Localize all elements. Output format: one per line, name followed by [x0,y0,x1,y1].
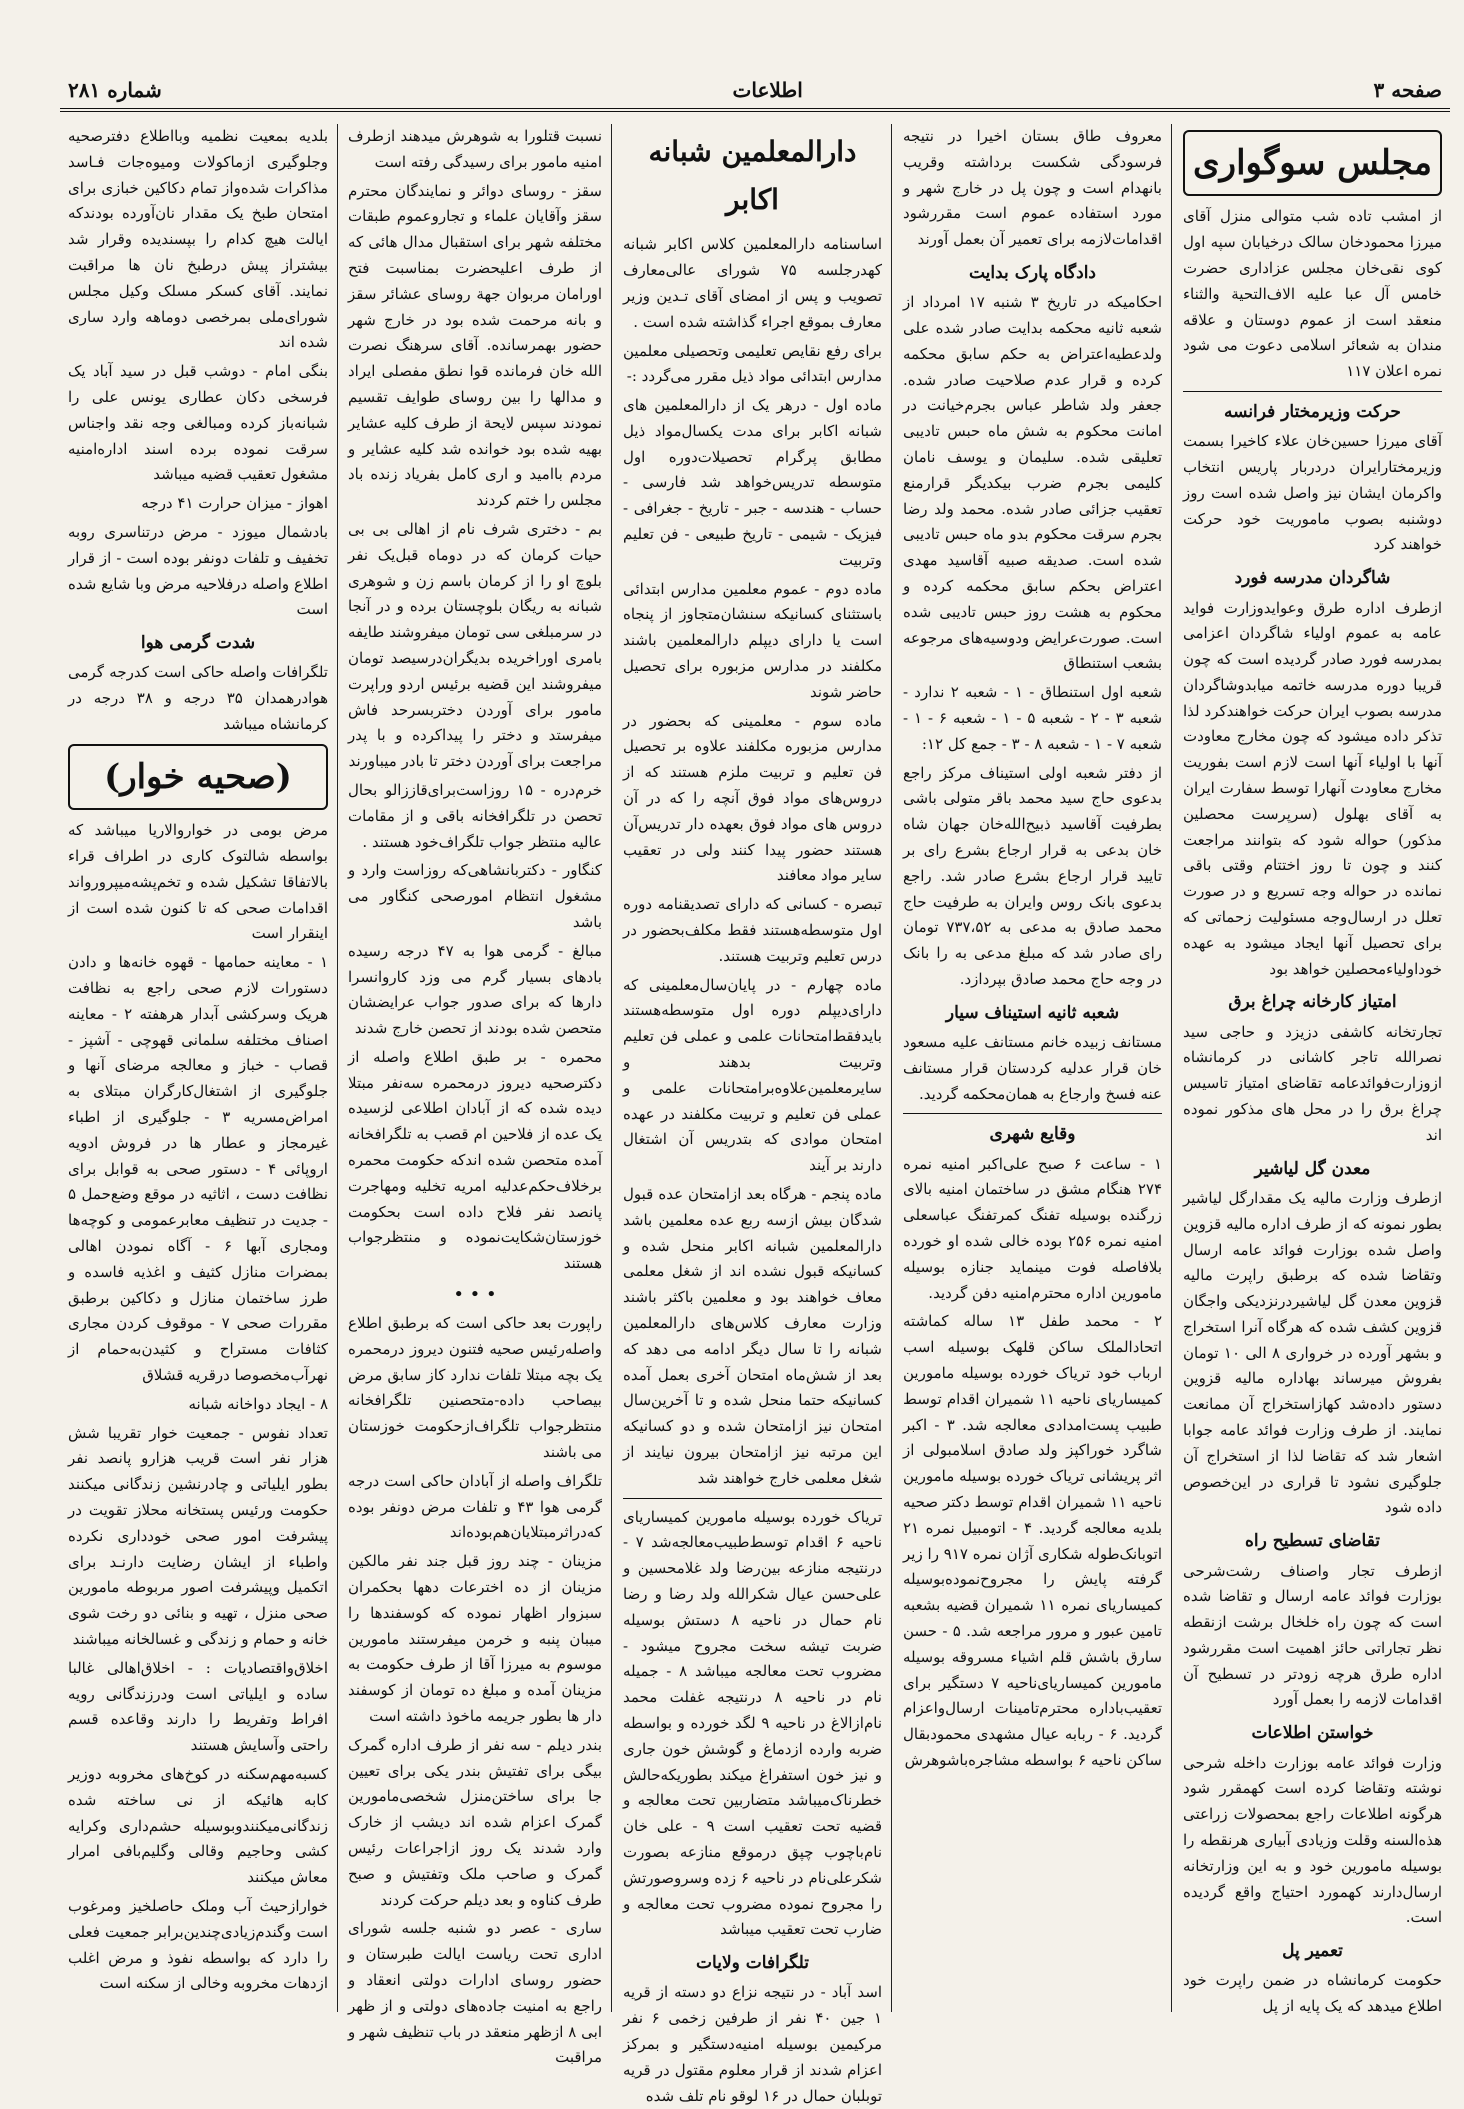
article-text: بلدیه بمعیت نظمیه وبا‌اطلاع دفترصحیه وجلوگیری ازماکولات ومیوه‌جات فـاسد مذاکرات شده‌واز تمام دکاکین خبازی برای امتحان طبخ یک مقدار نان‌آورده بودندکه ایالت هیچ کدام را بپسندیده وقرار شد بیشتراز پیش درطبخ نان ها مراقبت نمایند. آقای کسکر مسلک وکیل مجلس شورای‌ملی بمرخصی دوماهه وارد ساری شده اند [68,127,328,352]
article-text: تریاک خورده بوسیله مامورین کمیساریای ناحیه ۶ اقدام توسط‌طبیب‌معالجه‌شد ۷ - درنتیجه منازعه بین‌رضا ولد غلامحسین و علی‌حسن عیال شکرالله ولد رضا و رضا نام حمال در ناحیه ۸ دستش بوسیله ضربت تیشه سخت مجروح میشود - مضروب تحت معالجه میباشد ۸ - جمیله نام در ناحیه ۸ درنتیجه غفلت محمد نام‌ازالاغ در ناحیه ۹ لگد خورده و بواسطه ضربه وارده ازدماغ و گوشش خون جاری و نیز خون استفراغ میکند بطوریکه‌حالش خطرناک‌میباشد متضاربین تحت معالجه و قضیه تحت تعقیب است ۹ - علی خان نام‌باچوب چپق درموقع منازعه بصورت شکرعلی‌نام در ناحیه ۶ زده وسروصورتش را مجروح نموده مضروب تحت معالجه و ضارب تحت تعقیب میباشد [623,1507,882,1939]
subhead: دادگاه پارک بدایت [968,262,1097,283]
page-label: صفحه ۳ [1373,78,1442,102]
issue-label: شماره ۲۸۱ [68,78,162,102]
divider [903,1113,1162,1114]
article-text: بندر دیلم - سه نفر از طرف اداره گمرک بیگی برای تفتیش بندر یکی برای تعیین جا برای ساختن‌منزل شخصی‌مامورین گمرک اعزام شده اند دیشب از خارک وارد شدند یک روز ازاجراعات رئیس گمرک و صاحب ملک وتفتیش و صبح طرف کناوه و بعد دیلم حرکت کردند [348,1735,602,1909]
article-text: نسبت قتلورا به شوهرش میدهند ازطرف امنیه مامور برای رسیدگی رفته است [348,127,602,171]
article-text: کنگاور - دکتربانشاهی‌که روزاست وارد و مشغول انتظام امورصحی کنگاور می باشد [348,861,602,931]
article-text: ماده پنجم - هرگاه بعد ازامتحان عده قبول شدگان بیش ازسه ربع عده معلمین باشد دارالمعلمین شبانه اکابر منحل شده و کسانیکه قبول نشده اند از شغل معلمی معاف خواهند بود و معلمین باکثر باشند وزارت معارف کلاس‌های دارالمعلمین شبانه را تا سال دیگر ادامه می دهد که بعد از شش‌ماه امتحان آخری بعمل آمده کسانیکه حتما منحل شده و تا آخرین‌سال امتحان نیز ازامتحان شده و دو کسانیکه این مرتبه نیز ازامتحان بیرون نیایند از شغل معلمی خارج خواهند شد [623,1185,882,1487]
masthead [60,72,1450,112]
article-text: بم - دختری شرف نام از اهالی بی بی حیات کرمان که در دوماه قبل‌یک نفر بلوچ او را از کرمان باسم زن و شوهری شبانه به ریگان بلوچستان برده و در آنجا در سرمبلغی سی تومان میفروشند طایفه بامری اورا‌خریده بدیگران‌درسیصد تومان میفروشند این قضیه برئیس اردو وراپرت مامور برای آوردن دختر‌بسرحد فاش میفرستد و دختر را پیداکرده و با پدر مراجعت برای آوردن دختر تا بادر میباورند [348,519,602,771]
ornament: • • • [453,1284,497,1306]
article-text: ۱ - ساعت ۶ صبح علی‌اکبر امنیه نمره ۲۷۴ هنگام مشق در ساختمان امنیه بالای زرگنده بوسیله تفنگ کمرتفنگ عباسعلی امنیه نمره ۲۵۶ بوده خالی شده او خورده بلافاصله فوت مینماید جنازه بوسیله مامورین اداره محترم‌امنیه دفن گردید. [903,1154,1163,1302]
article-text: ۸ - ایجاد دواخانه شبانه [188,1394,328,1413]
article-text: ماده چهارم - در پایان‌سال‌معلمینی که دارای‌دیپلم دوره اول متوسطه‌هستند بایدفقط‌امتحانات علمی و عملی فن تعلیم وتربیت بدهند و سایرمعلمین‌علاوه‌برامتحانات علمی و عملی فن تعلیم و تربیت مکلفند در عهده امتحان موادی که بتدریس آن اشتغال دارند بر آیند [623,975,882,1175]
article-text: تجارتخانه کاشفی دزیزد و حاجی سید نصرالله تاجر کاشانی در کرمانشاه ازوزارت‌فوائدعامه تقاضای امتیاز تاسیس چراغ برق را در محل های مذکور نموده اند [1183,1022,1442,1144]
article-text: تعداد نفوس - جمعیت خوار تقریبا شش هزار نفر است قریب هزارو پانصد نفر بطور ایلیاتی و چادرنشین زندگانی میکنند حکومت ورئیس پستخانه‌ محلاز تقویت در پیشرفت امور صحی خودداری نکرده واطباء از ایشان رضایت دارنـد برای اتکمیل وپیشرفت اصور مربوطه مامورین صحی منزل ، تهیه و بنائی دو رخت شوی خانه و حمام و زندگی و غسالخانه میباشند [68,1423,328,1648]
column-rule [1171,124,1172,2012]
article-text: برای رفع نقایص تعلیمی وتحصیلی معلمین مدارس ابتدائی مواد ذیل مقرر می‌گردد :- [623,341,882,386]
article-text: ازطرف وزارت مالیه یک مقدارگل لیاشیر بطور نمونه که از طرف اداره مالیه قزوین واصل شده بوزارت فوائد عامه ارسال وتقاضا شده که برطبق راپرت مالیه قزوین معدن گل لیاشیردرنزدیکی واجگان قزوین کشف شده که هرگاه آنرا استخراج و بشهر آورده در خرواری ۸ الی ۱۰ تومان بفروش میرساند بهاداره مالیه قزوین دستور داده‌شد کهازاستخراج آن ممانعت نمایند. از طرف وزارت فوائد عامه جوابا اشعار شد که تقاضا لذا از استخراج آن جلوگیری نشود تا قراری در این‌خصوص داده شود [1183,1188,1442,1517]
column-rule [611,124,612,2012]
article-text: شعبه اول استنطاق - ۱ - شعبه ۲ ندارد - شعبه ۳ - ۲ - شعبه ۵ - ۱ - شعبه ۶ - ۱ - شعبه ۷ - ۱ - شعبه ۸ - ۳ - جمع کل ۱۲: [903,683,1163,753]
article-text: سقز - روسای دوائر و نمایندگان محترم سقز وآقایان علماء و تجاروعموم طبقات مختلفه شهر برای استقبال مدال هائی که از طرف اعلیحضرت بمناسبت فتح اورامان مربوان جهة روسای عشائر سقز و بانه مرحمت شده بود در خارج شهر حضور بهمرسانده. آقای سرهنگ نصرت الله خان فرمانده قوا نطق مفصلی ایراد و مدالها را بین روسای طوایف تقسیم نمودند سپس لایحة از طرف کلیه عشایر بهیه شده بود خوانده شد کلیه عشایر و مردم باامید و اری کامل بفریاد زنده باد مجلس را ختم کردند [348,181,602,510]
article-text: خرم‌دره - ۱۵ روزاست‌برای‌قاززالو بحال تحصن در تلگرافخانه باقی و از مقامات عالیه منتظر جواب تلگراف‌خود هستند . [348,780,602,851]
article-text: اخلاق‌واقتصادیات : - اخلاق‌اهالی غالبا ساده و ایلیاتی است ودرزندگانی رویه افراط وتفریط را دارند وقاعده قسم راحتی وآسایش هستند [68,1658,328,1755]
divider [623,1498,882,1499]
article-text: مزینان - چند روز قبل جند نفر مالکین مزینان از ده اخترعات‌ دهها بحکمران سبزوار اظهار نموده که کوسفند‌ها را میبان پنبه و خرمن میفرستند مامورین موسوم به میرزا آقا از طرف حکومت به مزینان آمده و مبلغ ده تومان از کوسفند دار ها بطور جریمه ماخوذ داشته است [348,1552,602,1725]
subhead: تعمیر پل [1282,1941,1343,1962]
article-text: از امشب تاده شب متوالی منزل آقای میرزا محمودخان سالک درخیابان سپه اول کوی نقی‌خان مجلس عزاداری حضرت خامس آل عبا علیه الاف‌التحیة والثناء منعقد است از عموم دوستان و علاقه مندان به شعائر اسلامی دعوت می شود نمره اعلان ۱۱۷ [1183,207,1442,381]
article-text: اهواز - میزان حرارت ۴۱ درجه [141,494,328,513]
article-text: ساری - عصر دو شنبه جلسه شورای اداری تحت ریاست ایالت طبرستان و حضور روسای ادارات دولتی انعقاد و راجع به امنیت جاده‌های دولتی و از ظهر ابی ۸ ازظهر منعقد در باب تنظیف شهر و مراقبت [348,1919,602,2067]
article-text: وزارت فوائد عامه بوزارت داخله شرحی نوشته وتقاضا کرده است کهمقرر شود هرگونه اطلاعات راجع بمحصولات زراعتی هذه‌السنه وقلت وزیادی آبیاری هرنقطه را بوسیله مامورین خود و به این وزارتخانه ارسال‌دارند کهمورد احتیاج واقع گردیده است. [1183,1753,1442,1927]
subhead: خواستن اطلاعات [1251,1723,1374,1744]
article-text: مرض بومی در خواروالاریا میباشد که بواسطه‌ شالتوک کاری در اطراف قراء بالاتفاقا تشکیل شده و تخم‌پشه‌میپرورواند اقدامات صحی که تا کنون شده است از اینقرار است [68,821,328,943]
newspaper-page [60,72,1450,2105]
article-text: ماده دوم - عموم معلمین مدارس ابتدائی باستثنای کسانیکه سنشان‌متجاوز از پنجاه است یا دارای دیپلم دارالمعلمین باشند مکلفند در مدارس مزبوره برای تحصیل حاضر شوند [623,579,882,701]
column-3 [615,124,890,2105]
column-4 [340,124,610,2067]
article-text: مبالغ - گرمی هوا به ۴۷ درجه رسیده بادهای بسیار گرم می وزد کاروانسرا دارها که برای صدور جواب عرایضشان متحصن شده بودند از تحصن خارج شدند [348,941,602,1038]
article-text: مستانف زبیده خانم مستانف علیه مسعود خان قرار عدلیه کردستان قرار مستانف عنه فسخ وارجاع به همان‌محکمه گردید. [903,1032,1162,1103]
subhead: تقاضای تسطیح راه [1244,1531,1381,1552]
article-text: بنگی امام - دوشب قبل در سید آباد یک فرسخی دکان عطاری یونس علی را شبانه‌باز کرده ومبالغی وجه نقد واجناس سرقت نموده ‌برده اسند اداره‌امنیه مشغول تعقیب قضیه میباشد [68,362,328,484]
subhead: امتیاز کارخانه چراغ برق [1228,992,1397,1013]
mourning-title: مجلس سوگواری [1183,130,1442,196]
headline: دارالمعلمین شبانه اکابر [648,135,857,217]
column-rule [891,124,892,2012]
article-text: ازطرف تجار واصناف رشت‌شرحی بوزارت فوائد عامه ارسال و تقاضا شده است که چون راه خلخال برشت ازنقطه‌ نظر تجاراتی حائز اهمیت است مقررشود اداره طرق هرچه زودتر در تسطیح آن اقدامات لازمه را بعمل آورد [1183,1561,1442,1709]
article-text: ماده اول - درهر یک از دارالمعلمین های شبانه اکابر برای مدت یکسال‌مواد ذیل مطابق پرگرام تحصیلات‌دوره اول متوسطه تدریس‌خواهد شد فارسی - حساب - هندسه - جبر - تاریخ - جغرافی - فیزیک - شیمی - تاریخ طبیعی - فن تعلیم وتربیت [623,396,882,569]
column-2 [895,124,1170,2012]
column-rule [337,124,338,2012]
article-text: ۱ - معاینه حمامها - قهوه خانه‌ها و دادن دستورات لازم صحی راجع به نظافت هریک وسرکشی آبدار هرهفته ۲ - معاینه اصناف مختلفه سلمانی قهوچی - آشپز - قصاب - خباز و معالجه مرضای آنها و جلوگیری از اشتغال‌کارگران مبتلای به امراض‌مسریه ۳ - جلوگیری از اطباء غیرمجاز و عطار ها در فروش ادویه اروپائی ۴ - دستور صحی به قوابل برای نظافت دست ، اثاثیه در موقع وضع‌حمل ۵ - جدیت در تنظیف معابرعمومی و کوچه‌ها ومجاری آبها ۶ - آگاه نمودن اهالی بمضرات منازل کثیف و اغذیه فاسده و طرز ساختمان منازل و دکاکین برطبق مقررات صحی ۷ - موقوف کردن مجاری کثافات مستراح و کثیدن‌به‌حمام از نهرآب‌مخصوصا درقریه قشلاق [68,953,328,1384]
article-text: بادشمال میوزد - مرض درتناسری روبه تخفیف و تلفات دونفر بوده است - از قرار اطلاع واصله درفلاحیه مرض وبا شایع شده است [68,522,328,619]
subhead: شاگردان مدرسه فورد [1234,568,1391,589]
article-text: تبصره - کسانی که دارای تصدیقنامه دوره اول متوسطه‌هستند فقط مکلف‌بحضور در درس تعلیم وتربیت هستند. [623,895,882,965]
article-text: راپورت بعد حاکی است که برطبق اطلاع واصله‌رئیس صحیه فتنون دیروز درمحمره یک بچه مبتلا تلفات ندارد کاز سابق مرض بیصاحب داده-متحصنین تلگرافخانه منتظرجواب تلگراف‌ازحکومت خوزستان می باشند [348,1314,602,1461]
article-text: تلگرافات واصله حاکی است کدرجه گرمی هوادرهمدان ۳۵ درجه و ۳۸ درجه در کرمانشاه میباشد [68,663,328,733]
article-text: اسد آباد - در نتیجه نزاع دو دسته از قریه ۱ جین ۴۰ نفر از طرفین زخمی ۶ نفر مرکیمین بوسیله امنیه‌دستگیر و بمرکز اعزام شدند از قرار معلوم مقتول در قریه توبلبان حمال در ۱۶ لو‌قو نام تلف شده [623,1983,882,2105]
subhead: شعبه ثانیه استیناف سیار [945,1002,1120,1023]
paper-name: اطلاعات [732,78,803,102]
article-text: ازطرف اداره طرق وعوایدوزارت فواید عامه به عموم اولیاء شاگردان اعزامی بمدرسه فورد صادر گردیده است که چون قریبا دوره مدرسه خاتمه میابدوشاگردان مدرسه بصوب ایران حرکت خواهندکرد لذا تذکر داده میشود که چون مخارج معاودت آنها با اولیاء آنها است لازم است بفوریت مخارج معاودت آنهارا توسط سفارت ایران به آقای بهلول (سرپرست محصلین مذکور) حواله شود که بتوانند مراجعت کنند و چون تا روز اختتام وقتی باقی نمانده در حواله وجه تسریع و در صورت تعلل در ارسال‌وجه مسئولیت زحماتی که برای تحصیل آنها ایجاد میشود به عهده خوداولیاءمحصلین خواهد بود [1183,598,1442,978]
article-text: ماده سوم - معلمینی که بحضور در مدارس مزبوره مکلفند علاوه بر تحصیل فن تعلیم و تربیت ملزم‌ هستند که از دروس‌های مواد فوق آنچه را که در آن دروس‌ های مواد فوق بعهده دار تدریس‌آن هستند حضور پیدا کنند ولی در تعقیب سایر مواد معافند [623,711,882,885]
column-1 [1175,124,1450,2016]
article-text: تلگراف واصله از آبادان حاکی است درجه گرمی هوا ۴۳ و تلفات مرض دونفر بوده که‌دراثرمبتلایان‌هم‌بوده‌اند [348,1471,602,1542]
article-text: خوارازحیث آب وملک حاصلخیز ومرغوب است وگندم‌زیادی‌چندین‌برابر جمعیت فعلی را دارد که‌ بواسطه نفوذ و مرض اغلب ازدهات مخروبه وخالی از سکنه است [68,1896,328,1993]
article-text: اساسنامه دارالمعلمین کلاس اکابر شبانه کهدرجلسه ۷۵ شورای عالی‌معارف تصویب و پس از امضای آقای تـدین وزیر معارف بموقع اجراء گذاشته شده است . [623,235,882,331]
article-text: از دفتر شعبه اولی استیناف مرکز راجع بدعوی حاج سید محمد باقر متولی باشی بطرفیت آقاسید ذبیح‌الله‌خان جهان شاه خان بدعی به قرار ارجاع بشرع رای بر تایید قرار ارجاع بشرع صادر شد. راجع بدعوی بانک روس وایران به طرفیت حاج محمد صادق به مدعی به ۷۳۷،۵۲ تومان رای صادر شد که مبلغ مدعی به را بانک در وجه حاج محمد صادق بپردازد. [903,763,1163,988]
subhead: وقایع شهری [989,1124,1076,1145]
subhead: حرکت وزیرمختار فرانسه [1224,402,1401,423]
subhead: شدت گرمی هوا [140,633,256,654]
article-text: احکامیکه در تاریخ ۳ شنبه ۱۷ امرداد از شعبه ثانیه محکمه بدایت صادر شده علی ولدعطیه‌اعتراض به حکم سابق محکمه کرده و قرار عدم صلاحیت صادر شده. جعفر ولد شاطر عباس بجرم‌خیانت در امانت محکوم به شش ماه حبس تادیبی تعلیقی شده. سلیمان و یوسف نامان کلیمی بجرم ضرب بیکدیگر قرارمنع تعقیب جزائی صادر شده. محمد ولد رضا بجرم سرقت محکوم بدو ماه حبس تادیبی شده است. صدیقه صبیه آقاسید مهدی اعتراض بحکم سابق محکمه کرده و محکوم به هشت روز حبس تادیبی شده است. صورت‌عرایض ودوسیه‌های مرجوعه بشعب استنطاق [903,293,1162,673]
divider [1183,391,1442,392]
article-text: محمره - بر طبق اطلاع واصله از دکترصحیه دیروز درمحمره سه‌نفر مبتلا دیده شده که از آبادان اطلاعی لزسیده یک عده از فلاحین ام قصب به تلگرافخانه آمده متحصن شده اندکه حکومت محمره برخلاف‌حکم‌عدلیه امریه تخلیه ومهاجرت پانصد نفر فلاح داده است بحکومت خوزستان‌شکایت‌نموده و منتظرجواب هستند [348,1047,602,1273]
article-text: کسبه‌مهم‌سکنه در کوخ‌های مخروبه دوزیر کابه هائیکه از نی ساخته شده زندگانی‌میکنند‌وبوسیله حشم‌داری وکرایه کشی وحاجیم وقالی وگلیم‌بافی امرار معاش میکنند [68,1764,328,1887]
subhead: تلگرافات ولایات [696,1953,809,1974]
subhead: معدن گل لیاشیر [1254,1158,1371,1179]
article-text: ۲ - محمد طفل ۱۳ ساله کماشته اتحادالملک ساکن قلهک بوسیله اسب ارباب خود تریاک خورده بوسیله مامورین کمیساریای ناحیه ۱۱ شمیران اقدام توسط طبیب پست‌امدادی معالجه شد. ۳ - اکبر شاگرد خوراکپز ولد صادق اسلامبولی از اثر پریشانی تریاک خورده بوسیله مامورین ناحیه ۱۱ شمیران اقدام توسط دکتر صحیه بلدیه معالجه گردید. ۴ - اتومبیل نمره ۲۱ اتوبانک‌طوله شکاری آژان نمره ۹۱۷ را زیر گرفته پایش را مجروح‌نموده‌بوسیله کمیساریای نمره ۱۱ شمیران قضیه بشعبه تامین عبور و مرور مراجعه شد. ۵ - حسن سارق باشش قلم اشیاء مسروقه بوسیله مامورین کمیساریای‌ناحیه ۷ دستگیر برای تعقیب‌باداره محترم‌تامینات ارسال‌واعزام گردید. ۶ - ربابه عیال مشهدی محمودبقال ساکن ناحیه ۶ بواسطه مشاجره‌باشوهرش [903,1312,1162,1769]
article-text: حکومت کرمانشاه در ضمن راپرت خود اطلاع میدهد که یک پایه از پل [1183,1971,1442,2016]
article-text: آقای میرزا حسین‌خان علاء کاخیرا بسمت وزیرمختارایران دردربار پاریس انتخاب واکرمان ایشان نیز واصل شده است روز دوشنبه بصوب ماموریت خود حرکت خواهند کرد [1183,432,1442,554]
column-5 [60,124,336,2012]
health-title: (صحیه خوار) [68,744,328,810]
article-text: معروف طاق بستان اخیرا در نتیجه فرسودگی شکست برداشته وقریب بانهدام است و چون پل در خارج شهر و مورد استفاده عموم است مقررشود اقدامات‌لازمه برای تعمیر آن بعمل آورند [903,127,1162,249]
